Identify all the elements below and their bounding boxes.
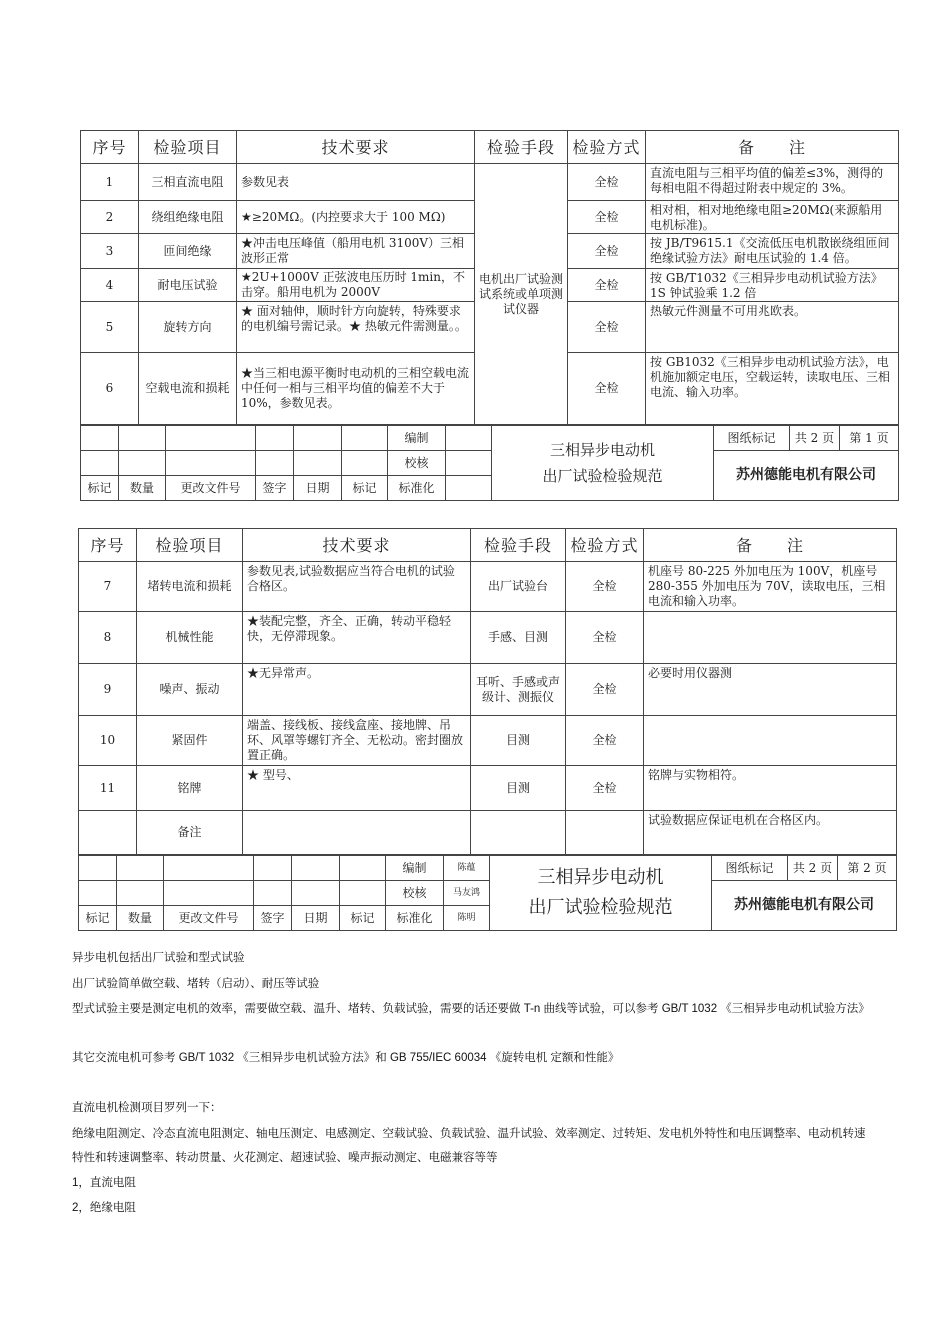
- row-no: 8: [79, 612, 137, 664]
- row-requirement: ★冲击电压峰值（船用电机 3100V）三相波形正常: [237, 234, 475, 269]
- row-note: [644, 612, 897, 664]
- page-number: 第 2 页: [838, 856, 897, 881]
- row-note: 试验数据应保证电机在合格区内。: [644, 811, 897, 855]
- row-requirement: ★2U+1000V 正弦波电压历时 1min，不击穿。船用电机为 2000V: [237, 269, 475, 302]
- table-row: [79, 811, 897, 855]
- row-method: [471, 811, 566, 855]
- row-requirement: ★≥20MΩ。(内控要求大于 100 MΩ): [237, 201, 475, 234]
- compile-label: 编制: [388, 426, 446, 451]
- label-change-doc: 更改文件号: [166, 476, 256, 501]
- table-row: [79, 716, 897, 766]
- table-row: [79, 766, 897, 811]
- row-note: 相对相，相对地绝缘电阻≥20MΩ(来源船用电机标准)。: [646, 201, 899, 234]
- row-method: 目测: [471, 716, 566, 766]
- label-date: 日期: [292, 906, 340, 931]
- row-requirement: [243, 811, 471, 855]
- row-no: 3: [81, 234, 139, 269]
- note-line-5: 直流电机检测项目罗列一下：: [72, 1102, 222, 1114]
- row-item: 备注: [137, 811, 243, 855]
- header-method: 检验手段: [471, 529, 566, 562]
- row-item: 紧固件: [137, 716, 243, 766]
- row-mode: 全检: [568, 353, 646, 425]
- row-item: 机械性能: [137, 612, 243, 664]
- check-label: 校核: [388, 451, 446, 476]
- label-mark-2: 标记: [340, 906, 386, 931]
- label-mark-2: 标记: [342, 476, 388, 501]
- label-mark: 标记: [81, 476, 119, 501]
- row-requirement: 端盖、接线板、接线盒座、接地牌、吊环、风罩等螺钉齐全、无松动。密封圈放置正确。: [243, 716, 471, 766]
- row-requirement: ★ 型号、: [243, 766, 471, 811]
- label-standard: 标准化: [388, 476, 446, 501]
- inspection-table-1: [80, 130, 899, 425]
- row-mode: 全检: [566, 612, 644, 664]
- header-requirement: 技术要求: [243, 529, 471, 562]
- standard-signer: 陈明: [444, 906, 490, 931]
- row-no: 10: [79, 716, 137, 766]
- header-method: 检验手段: [475, 131, 568, 164]
- header-no: 序号: [79, 529, 137, 562]
- row-item: 耐电压试验: [139, 269, 237, 302]
- total-pages: 共 2 页: [790, 426, 840, 451]
- row-no: 1: [81, 164, 139, 201]
- row-no: 2: [81, 201, 139, 234]
- company-name: 苏州德能电机有限公司: [712, 881, 897, 931]
- row-item: 三相直流电阻: [139, 164, 237, 201]
- row-mode: 全检: [568, 164, 646, 201]
- row-mode: 全检: [568, 302, 646, 353]
- label-qty: 数量: [117, 906, 164, 931]
- row-item: 噪声、振动: [137, 664, 243, 716]
- row-no: 11: [79, 766, 137, 811]
- doc-title: 三相异步电动机 出厂试验检验规范: [490, 856, 712, 931]
- header-note: 备 注: [644, 529, 897, 562]
- row-requirement: ★当三相电源平衡时电动机的三相空载电流中任何一相与三相平均值的偏差不大于 10%，参数见表。: [237, 353, 475, 425]
- header-item: 检验项目: [139, 131, 237, 164]
- row-item: 匝间绝缘: [139, 234, 237, 269]
- row-method: 出厂试验台: [471, 562, 566, 612]
- row-requirement: 参数见表,试验数据应当符合电机的试验合格区。: [243, 562, 471, 612]
- doc-title: 三相异步电动机 出厂试验检验规范: [492, 426, 714, 501]
- note-line-8: 1，直流电阻: [72, 1177, 136, 1189]
- row-method: 目测: [471, 766, 566, 811]
- drawing-mark-label: 图纸标记: [712, 856, 788, 881]
- row-note: 铭牌与实物相符。: [644, 766, 897, 811]
- row-no: [79, 811, 137, 855]
- row-note: 按 JB/T9615.1《交流低压电机散嵌绕组匝间绝缘试验方法》耐电压试验的 1.4 倍。: [646, 234, 899, 269]
- row-mode: 全检: [566, 766, 644, 811]
- label-qty: 数量: [119, 476, 166, 501]
- row-note: 必要时用仪器测: [644, 664, 897, 716]
- row-item: 铭牌: [137, 766, 243, 811]
- label-standard: 标准化: [386, 906, 444, 931]
- header-no: 序号: [81, 131, 139, 164]
- table-row: [79, 562, 897, 612]
- row-mode: 全检: [566, 716, 644, 766]
- company-name: 苏州德能电机有限公司: [714, 451, 899, 501]
- row-item: 绕组绝缘电阻: [139, 201, 237, 234]
- note-line-4: 其它交流电机可参考 GB/T 1032 《三相异步电机试验方法》和 GB 755/IEC 60034 《旋转电机 定额和性能》: [72, 1052, 620, 1064]
- check-signer: 马友鸿: [444, 881, 490, 906]
- row-note: 按 GB/T1032《三相异步电动机试验方法》1S 钟试验乘 1.2 倍: [646, 269, 899, 302]
- row-note: 热敏元件测量不可用兆欧表。: [646, 302, 899, 353]
- row-item: 空载电流和损耗: [139, 353, 237, 425]
- header-mode: 检验方式: [566, 529, 644, 562]
- note-line-3: 型式试验主要是测定电机的效率，需要做空载、温升、堵转、负载试验，需要的话还要做 T-n 曲线等试验，可以参考 GB/T 1032 《三相异步电动机试验方法》: [72, 1003, 870, 1015]
- method-merged: 电机出厂试验测试系统或单项测试仪器: [475, 164, 568, 425]
- header-note: 备 注: [646, 131, 899, 164]
- label-sign: 签字: [254, 906, 292, 931]
- row-requirement: ★ 面对轴伸，顺时针方向旋转，特殊要求的电机编号需记录。★ 热敏元件需测量。。: [237, 302, 475, 353]
- row-method: 耳听、手感或声级计、测振仪: [471, 664, 566, 716]
- header-item: 检验项目: [137, 529, 243, 562]
- header-mode: 检验方式: [568, 131, 646, 164]
- row-no: 5: [81, 302, 139, 353]
- table-row: [79, 664, 897, 716]
- title-block-1: [80, 425, 899, 501]
- note-line-2: 出厂试验简单做空载、堵转（启动）、耐压等试验: [72, 978, 320, 990]
- row-requirement: 参数见表: [237, 164, 475, 201]
- row-item: 旋转方向: [139, 302, 237, 353]
- total-pages: 共 2 页: [788, 856, 838, 881]
- header-requirement: 技术要求: [237, 131, 475, 164]
- row-no: 6: [81, 353, 139, 425]
- title-block-2: [78, 855, 897, 931]
- row-no: 7: [79, 562, 137, 612]
- check-label: 校核: [386, 881, 444, 906]
- row-mode: 全检: [566, 562, 644, 612]
- compile-label: 编制: [386, 856, 444, 881]
- row-no: 9: [79, 664, 137, 716]
- row-mode: [566, 811, 644, 855]
- row-method: 手感、目测: [471, 612, 566, 664]
- label-sign: 签字: [256, 476, 294, 501]
- row-note: 直流电阻与三相平均值的偏差≤3%，测得的每相电阻不得超过附表中规定的 3%。: [646, 164, 899, 201]
- row-requirement: ★装配完整，齐全、正确，转动平稳轻快，无停滞现象。: [243, 612, 471, 664]
- inspection-table-2: [78, 528, 897, 855]
- row-no: 4: [81, 269, 139, 302]
- note-line-9: 2，绝缘电阻: [72, 1202, 136, 1214]
- row-mode: 全检: [568, 201, 646, 234]
- row-mode: 全检: [566, 664, 644, 716]
- label-change-doc: 更改文件号: [164, 906, 254, 931]
- row-mode: 全检: [568, 269, 646, 302]
- compile-signer: 陈蕴: [444, 856, 490, 881]
- page-number: 第 1 页: [840, 426, 899, 451]
- table-row: [81, 164, 899, 201]
- row-mode: 全检: [568, 234, 646, 269]
- label-mark: 标记: [79, 906, 117, 931]
- table-row: [79, 612, 897, 664]
- label-date: 日期: [294, 476, 342, 501]
- note-line-1: 异步电机包括出厂试验和型式试验: [72, 952, 245, 964]
- note-line-6: 绝缘电阻测定、冷态直流电阻测定、轴电压测定、电感测定、空载试验、负载试验、温升试验、效率测定、过转矩、发电机外特性和电压调整率、电动机转速: [72, 1128, 866, 1140]
- row-requirement: ★无异常声。: [243, 664, 471, 716]
- row-note: 按 GB1032《三相异步电动机试验方法》，电机施加额定电压，空载运转，读取电压、三相电流、输入功率。: [646, 353, 899, 425]
- row-item: 堵转电流和损耗: [137, 562, 243, 612]
- drawing-mark-label: 图纸标记: [714, 426, 790, 451]
- row-note: [644, 716, 897, 766]
- row-note: 机座号 80-225 外加电压为 100V，机座号 280-355 外加电压为 70V，读取电压，三相电流和输入功率。: [644, 562, 897, 612]
- note-line-7: 特性和转速调整率、转动贯量、火花测定、超速试验、噪声振动测定、电磁兼容等等: [72, 1152, 498, 1164]
